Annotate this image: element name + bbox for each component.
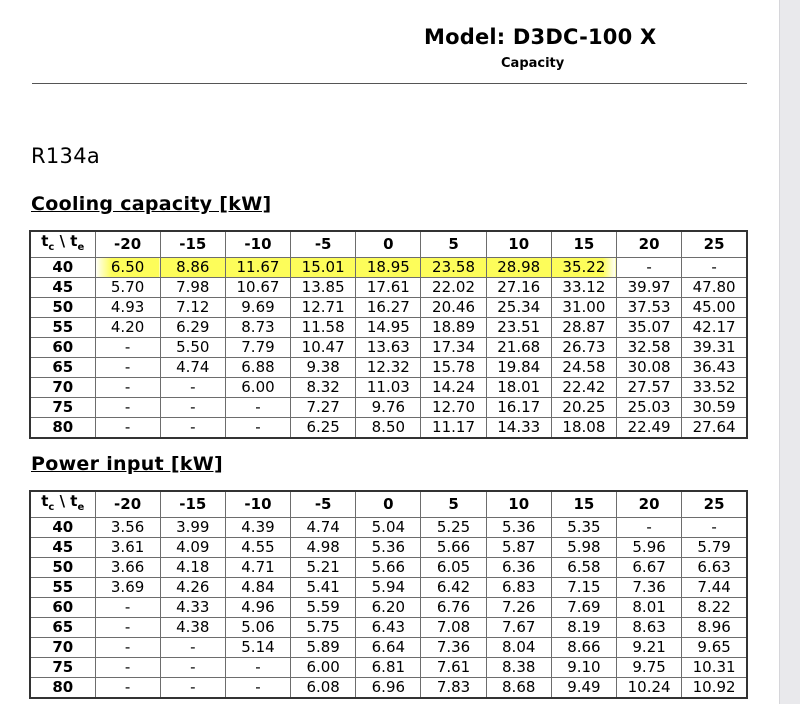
table-cell: 6.76 — [421, 598, 486, 618]
row-header-tc: 70 — [30, 378, 95, 398]
table-cell: 5.96 — [617, 538, 682, 558]
table-cell: 36.43 — [682, 358, 747, 378]
table-cell: 8.63 — [617, 618, 682, 638]
table-cell: 9.21 — [617, 638, 682, 658]
table-cell: - — [95, 418, 160, 439]
table-row — [30, 558, 747, 578]
column-header-te: -15 — [160, 491, 225, 518]
table-cell: 6.83 — [486, 578, 551, 598]
table-cell: 47.80 — [682, 278, 747, 298]
header-divider — [32, 83, 747, 84]
row-header-tc: 40 — [30, 518, 95, 538]
table-cell: 6.50 — [95, 258, 160, 278]
table-cell: 4.74 — [291, 518, 356, 538]
table-cell: - — [617, 518, 682, 538]
power-input-table — [29, 490, 748, 699]
table-cell: 7.26 — [486, 598, 551, 618]
table-cell: 4.09 — [160, 538, 225, 558]
table-cell: 5.04 — [356, 518, 421, 538]
table-cell: 10.92 — [682, 678, 747, 699]
table-cell: 5.36 — [356, 538, 421, 558]
table-cell: 33.52 — [682, 378, 747, 398]
table-cell: 12.32 — [356, 358, 421, 378]
table-cell: - — [95, 358, 160, 378]
table-cell: - — [95, 658, 160, 678]
table-cell: 8.96 — [682, 618, 747, 638]
page-subtitle: Capacity — [501, 56, 565, 71]
table-cell: 18.08 — [551, 418, 616, 439]
table-cell: 10.67 — [225, 278, 290, 298]
row-header-tc: 80 — [30, 418, 95, 439]
table-row — [30, 578, 747, 598]
refrigerant-label: R134a — [31, 144, 101, 168]
table-row — [30, 418, 747, 439]
table-row — [30, 518, 747, 538]
table-cell: 14.33 — [486, 418, 551, 439]
table-cell: - — [95, 338, 160, 358]
table-cell: 15.78 — [421, 358, 486, 378]
table-cell: 4.74 — [160, 358, 225, 378]
table-cell: 7.61 — [421, 658, 486, 678]
row-header-tc: 70 — [30, 638, 95, 658]
table-row — [30, 538, 747, 558]
table-cell: 5.75 — [291, 618, 356, 638]
table-cell: 22.02 — [421, 278, 486, 298]
table-cell: 6.43 — [356, 618, 421, 638]
table-cell: 3.56 — [95, 518, 160, 538]
row-header-tc: 75 — [30, 398, 95, 418]
table-row — [30, 398, 747, 418]
table-cell: 6.58 — [551, 558, 616, 578]
table-cell: 5.35 — [551, 518, 616, 538]
table-cell: - — [617, 258, 682, 278]
table-cell: 6.64 — [356, 638, 421, 658]
column-header-te: -5 — [291, 491, 356, 518]
table-row — [30, 318, 747, 338]
table-row — [30, 658, 747, 678]
table-cell: 37.53 — [617, 298, 682, 318]
table-cell: 5.14 — [225, 638, 290, 658]
table-cell: 6.81 — [356, 658, 421, 678]
table-cell: 8.04 — [486, 638, 551, 658]
table-cell: 8.38 — [486, 658, 551, 678]
table-cell: 21.68 — [486, 338, 551, 358]
column-header-te: 0 — [356, 491, 421, 518]
table-cell: 6.00 — [291, 658, 356, 678]
table-cell: 5.87 — [486, 538, 551, 558]
table-cell: 9.38 — [291, 358, 356, 378]
table-cell: 39.97 — [617, 278, 682, 298]
table-cell: 14.24 — [421, 378, 486, 398]
table-cell: - — [160, 658, 225, 678]
table-cell: 6.36 — [486, 558, 551, 578]
table-cell: 8.73 — [225, 318, 290, 338]
column-header-te: 15 — [551, 231, 616, 258]
column-header-te: 20 — [617, 231, 682, 258]
column-header-te: 5 — [421, 491, 486, 518]
table-cell: 5.98 — [551, 538, 616, 558]
table-cell: 4.71 — [225, 558, 290, 578]
table-cell: 7.36 — [617, 578, 682, 598]
table-cell: - — [225, 678, 290, 699]
table-cell: 5.50 — [160, 338, 225, 358]
table-cell: 9.49 — [551, 678, 616, 699]
table-cell: 28.87 — [551, 318, 616, 338]
table-cell: 4.38 — [160, 618, 225, 638]
row-header-tc: 45 — [30, 538, 95, 558]
table-cell: - — [95, 378, 160, 398]
table-row — [30, 618, 747, 638]
table-cell: 6.96 — [356, 678, 421, 699]
table-cell: - — [682, 258, 747, 278]
table-cell: 7.69 — [551, 598, 616, 618]
table-cell: - — [160, 398, 225, 418]
column-header-te: 10 — [486, 491, 551, 518]
table-cell: - — [95, 398, 160, 418]
table-cell: 8.22 — [682, 598, 747, 618]
row-header-tc: 75 — [30, 658, 95, 678]
table-cell: 5.25 — [421, 518, 486, 538]
row-header-tc: 65 — [30, 358, 95, 378]
table-cell: 7.44 — [682, 578, 747, 598]
column-header-te: 10 — [486, 231, 551, 258]
table-cell: 39.31 — [682, 338, 747, 358]
table-row — [30, 638, 747, 658]
column-header-te: -15 — [160, 231, 225, 258]
table-cell: 27.64 — [682, 418, 747, 439]
table-cell: 3.61 — [95, 538, 160, 558]
model-title: Model: D3DC-100 X — [424, 25, 657, 49]
row-header-tc: 55 — [30, 318, 95, 338]
table-cell: 7.98 — [160, 278, 225, 298]
table-cell: 8.01 — [617, 598, 682, 618]
table-header-row — [30, 231, 747, 258]
table-cell: 4.93 — [95, 298, 160, 318]
table-cell: 7.79 — [225, 338, 290, 358]
table-cell: 11.58 — [291, 318, 356, 338]
row-header-tc: 80 — [30, 678, 95, 699]
table-cell: 7.15 — [551, 578, 616, 598]
table-cell: 9.75 — [617, 658, 682, 678]
table-cell: 3.69 — [95, 578, 160, 598]
table-cell: 11.03 — [356, 378, 421, 398]
table-cell: 25.34 — [486, 298, 551, 318]
table-cell: 10.31 — [682, 658, 747, 678]
table-cell: 8.50 — [356, 418, 421, 439]
table-cell: 7.27 — [291, 398, 356, 418]
row-header-tc: 45 — [30, 278, 95, 298]
table-cell: 18.01 — [486, 378, 551, 398]
row-header-tc: 50 — [30, 558, 95, 578]
table-cell: 7.12 — [160, 298, 225, 318]
table-cell: - — [95, 638, 160, 658]
row-header-tc: 50 — [30, 298, 95, 318]
table-cell: 17.61 — [356, 278, 421, 298]
table-cell: 5.66 — [421, 538, 486, 558]
table-cell: 8.86 — [160, 258, 225, 278]
table-cell: 5.59 — [291, 598, 356, 618]
table-cell: 35.22 — [551, 258, 616, 278]
table-cell: - — [682, 518, 747, 538]
table-cell: 22.42 — [551, 378, 616, 398]
table-cell: 20.25 — [551, 398, 616, 418]
corner-label: $t_c$ \ $t_e$ — [30, 231, 95, 258]
table-row — [30, 678, 747, 699]
table-cell: 33.12 — [551, 278, 616, 298]
table-cell: 6.05 — [421, 558, 486, 578]
column-header-te: 25 — [682, 231, 747, 258]
table-cell: 6.42 — [421, 578, 486, 598]
table-cell: 4.84 — [225, 578, 290, 598]
table-cell: 16.17 — [486, 398, 551, 418]
table-cell: 3.99 — [160, 518, 225, 538]
table-cell: 5.66 — [356, 558, 421, 578]
table-cell: 18.95 — [356, 258, 421, 278]
table-cell: 27.57 — [617, 378, 682, 398]
column-header-te: 25 — [682, 491, 747, 518]
table-cell: 28.98 — [486, 258, 551, 278]
table-cell: 4.18 — [160, 558, 225, 578]
table-row — [30, 358, 747, 378]
table-cell: 4.96 — [225, 598, 290, 618]
table-cell: 6.88 — [225, 358, 290, 378]
table-cell: 24.58 — [551, 358, 616, 378]
table-cell: 22.49 — [617, 418, 682, 439]
table-cell: 45.00 — [682, 298, 747, 318]
table-cell: 31.00 — [551, 298, 616, 318]
table-cell: - — [225, 658, 290, 678]
column-header-te: -20 — [95, 231, 160, 258]
table-cell: 6.67 — [617, 558, 682, 578]
table-cell: 4.33 — [160, 598, 225, 618]
table-cell: - — [160, 678, 225, 699]
table-cell: 26.73 — [551, 338, 616, 358]
table-cell: 5.06 — [225, 618, 290, 638]
table-row — [30, 338, 747, 358]
table-cell: 5.94 — [356, 578, 421, 598]
table-cell: 12.70 — [421, 398, 486, 418]
table-cell: 5.70 — [95, 278, 160, 298]
table-cell: 6.25 — [291, 418, 356, 439]
column-header-te: -10 — [225, 491, 290, 518]
column-header-te: -5 — [291, 231, 356, 258]
row-header-tc: 40 — [30, 258, 95, 278]
table-cell: - — [95, 678, 160, 699]
table-cell: 32.58 — [617, 338, 682, 358]
table-cell: 5.79 — [682, 538, 747, 558]
table-cell: 13.63 — [356, 338, 421, 358]
table-cell: 5.89 — [291, 638, 356, 658]
table-cell: 5.21 — [291, 558, 356, 578]
table-row — [30, 278, 747, 298]
column-header-te: 20 — [617, 491, 682, 518]
table-cell: 5.41 — [291, 578, 356, 598]
table-header-row — [30, 491, 747, 518]
column-header-te: -10 — [225, 231, 290, 258]
table-cell: 9.69 — [225, 298, 290, 318]
table-cell: 4.26 — [160, 578, 225, 598]
table-cell: 4.55 — [225, 538, 290, 558]
table-cell: 20.46 — [421, 298, 486, 318]
row-header-tc: 60 — [30, 598, 95, 618]
table-cell: 23.58 — [421, 258, 486, 278]
table-cell: 7.83 — [421, 678, 486, 699]
table-cell: 35.07 — [617, 318, 682, 338]
table-cell: 9.65 — [682, 638, 747, 658]
table-cell: - — [225, 418, 290, 439]
table-cell: 4.98 — [291, 538, 356, 558]
table-cell: 6.29 — [160, 318, 225, 338]
table-cell: 13.85 — [291, 278, 356, 298]
column-header-te: 15 — [551, 491, 616, 518]
row-header-tc: 60 — [30, 338, 95, 358]
table-cell: 23.51 — [486, 318, 551, 338]
table-cell: - — [160, 418, 225, 439]
table-cell: 6.20 — [356, 598, 421, 618]
cooling-capacity-title: Cooling capacity [kW] — [31, 193, 272, 215]
table-cell: 11.17 — [421, 418, 486, 439]
table-cell: - — [160, 638, 225, 658]
table-row — [30, 298, 747, 318]
table-cell: 7.08 — [421, 618, 486, 638]
column-header-te: 5 — [421, 231, 486, 258]
column-header-te: -20 — [95, 491, 160, 518]
table-cell: 15.01 — [291, 258, 356, 278]
table-cell: - — [95, 598, 160, 618]
table-cell: 6.63 — [682, 558, 747, 578]
scrollbar-track[interactable] — [779, 0, 800, 704]
table-cell: 25.03 — [617, 398, 682, 418]
table-cell: 3.66 — [95, 558, 160, 578]
table-cell: 8.66 — [551, 638, 616, 658]
cooling-capacity-table — [29, 230, 748, 439]
table-cell: 7.36 — [421, 638, 486, 658]
table-cell: 30.59 — [682, 398, 747, 418]
table-cell: 4.39 — [225, 518, 290, 538]
table-cell: 6.00 — [225, 378, 290, 398]
table-cell: 19.84 — [486, 358, 551, 378]
corner-label: $t_c$ \ $t_e$ — [30, 491, 95, 518]
table-cell: 17.34 — [421, 338, 486, 358]
table-cell: 6.08 — [291, 678, 356, 699]
table-cell: 14.95 — [356, 318, 421, 338]
column-header-te: 0 — [356, 231, 421, 258]
row-header-tc: 55 — [30, 578, 95, 598]
table-cell: 42.17 — [682, 318, 747, 338]
table-cell: 27.16 — [486, 278, 551, 298]
table-cell: 12.71 — [291, 298, 356, 318]
table-row — [30, 258, 747, 278]
table-cell: 8.19 — [551, 618, 616, 638]
table-cell: - — [160, 378, 225, 398]
table-row — [30, 378, 747, 398]
table-cell: 10.47 — [291, 338, 356, 358]
table-cell: 5.36 — [486, 518, 551, 538]
table-cell: 7.67 — [486, 618, 551, 638]
table-cell: 4.20 — [95, 318, 160, 338]
power-input-title: Power input [kW] — [31, 453, 224, 475]
table-cell: 10.24 — [617, 678, 682, 699]
table-row — [30, 598, 747, 618]
table-cell: - — [225, 398, 290, 418]
table-cell: 8.32 — [291, 378, 356, 398]
row-header-tc: 65 — [30, 618, 95, 638]
table-cell: - — [95, 618, 160, 638]
table-cell: 9.76 — [356, 398, 421, 418]
table-cell: 11.67 — [225, 258, 290, 278]
table-cell: 30.08 — [617, 358, 682, 378]
table-cell: 9.10 — [551, 658, 616, 678]
table-cell: 18.89 — [421, 318, 486, 338]
table-cell: 16.27 — [356, 298, 421, 318]
table-cell: 8.68 — [486, 678, 551, 699]
